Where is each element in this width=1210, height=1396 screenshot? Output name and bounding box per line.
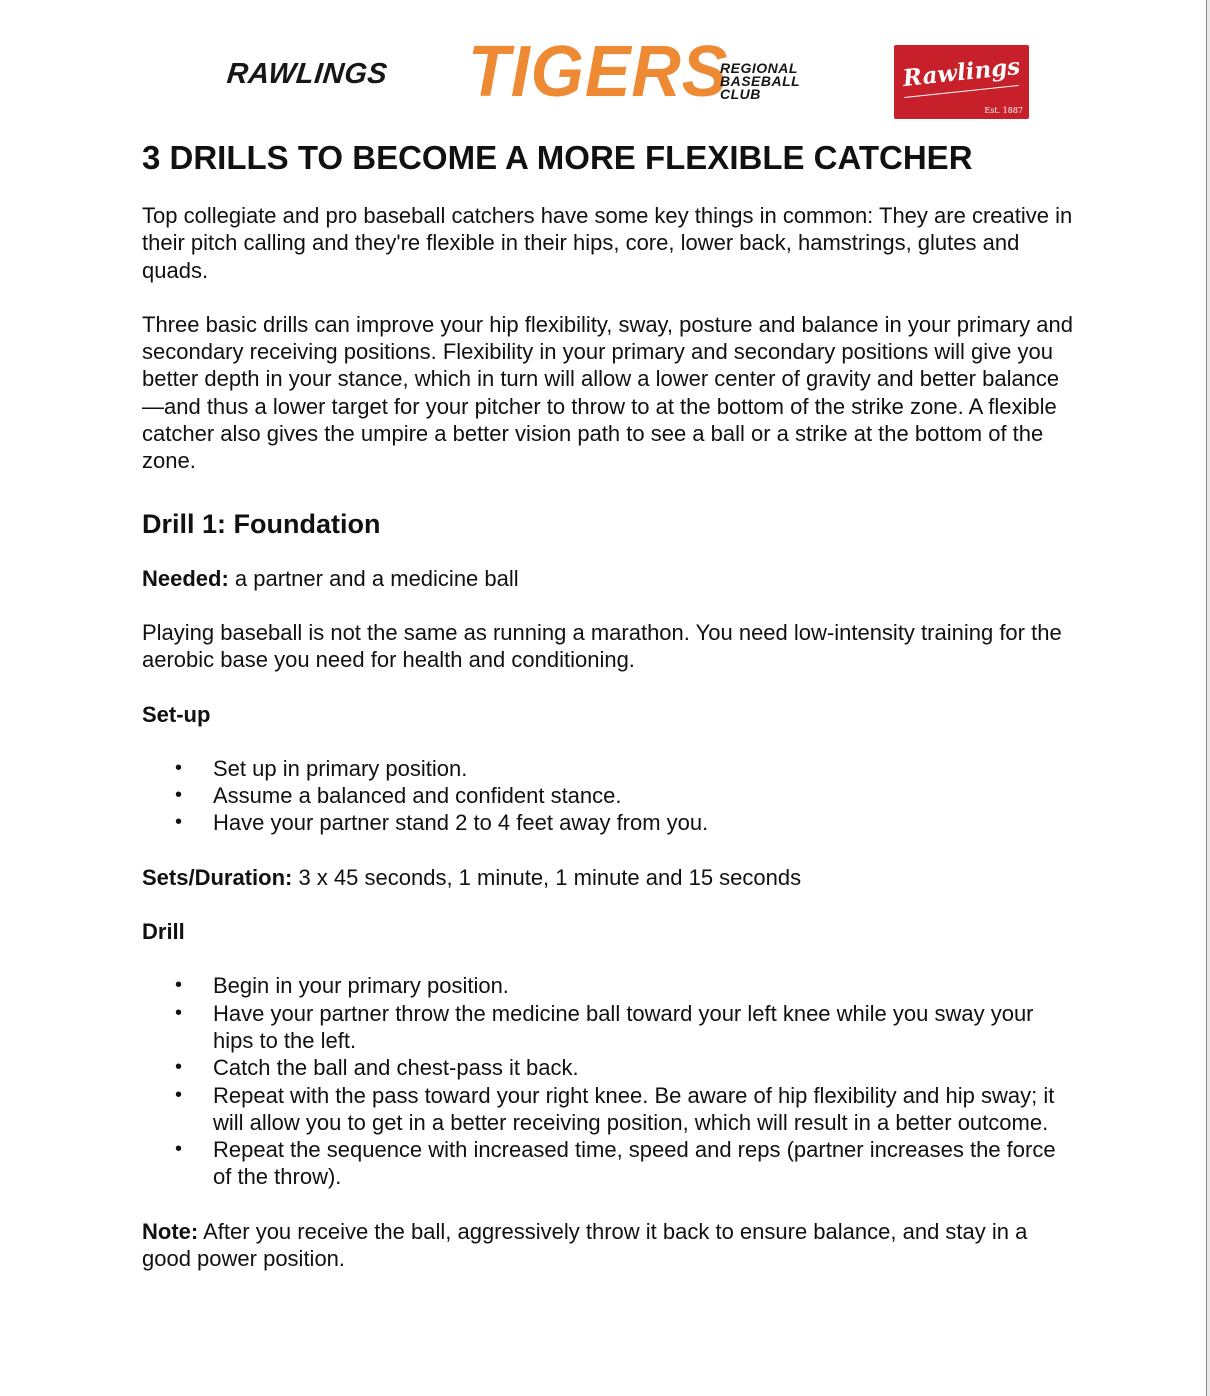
- intro-paragraph-2: Three basic drills can improve your hip flexibility, sway, posture and balance in your primary and secondary receiving positions. Flexibility in your primary and secondary positions will give you better depth in your stance, which in turn will allow a lower center of gravity and better balance—and thus a lower target for your pitcher to throw to at the bottom of the strike zone. A flexible catcher also gives the umpire a better vision path to see a ball or a strike at the bottom of the zone.: [142, 311, 1073, 474]
- rawlings-wordmark: RAWLINGS: [225, 58, 390, 90]
- drill-step: • Repeat with the pass toward your right knee. Be aware of hip flexibility and hip sway; it will allow you to get in a better receiving position, which will result in a better outcome.: [142, 1082, 1077, 1137]
- drill-steps-list: [142, 972, 1077, 1190]
- setup-item: • Set up in primary position.: [142, 755, 1077, 782]
- club-line-1: REGIONAL: [720, 60, 798, 76]
- note-label: Note:: [142, 1218, 199, 1244]
- tigers-wordmark: TIGERS: [468, 32, 729, 112]
- rawlings-script-logo: Rawlings: [901, 52, 1022, 93]
- setup-item: • Assume a balanced and confident stance.: [142, 782, 1077, 809]
- article-title: 3 DRILLS TO BECOME A MORE FLEXIBLE CATCHER: [142, 139, 973, 176]
- drill-1-description: Playing baseball is not the same as running a marathon. You need low-intensity training for the aerobic base you need for health and conditioning.: [142, 619, 1062, 673]
- setup-list: [142, 755, 1077, 837]
- club-line-2: BASEBALL: [720, 73, 801, 89]
- regional-baseball-club-wordmark: [720, 62, 800, 101]
- drill-step: • Have your partner throw the medicine ball toward your left knee while you sway your hips to the left.: [142, 1000, 1077, 1055]
- rawlings-logo-badge: [894, 45, 1029, 119]
- needed-line: [142, 565, 1077, 592]
- drill-step: • Catch the ball and chest-pass it back.: [142, 1054, 1077, 1081]
- setup-item: • Have your partner stand 2 to 4 feet away from you.: [142, 809, 1077, 836]
- needed-text: a partner and a medicine ball: [228, 565, 519, 591]
- needed-label: Needed:: [142, 565, 229, 591]
- note-text: After you receive the ball, aggressively throw it back to ensure balance, and stay in a good power position.: [142, 1218, 1028, 1272]
- sets-duration-line: [142, 864, 1077, 891]
- club-line-3: CLUB: [720, 86, 761, 102]
- document-header: [0, 32, 1210, 126]
- sets-text: 3 x 45 seconds, 1 minute, 1 minute and 15 seconds: [292, 864, 802, 890]
- intro-paragraph-1: Top collegiate and pro baseball catchers have some key things in common: They are creative in their pitch calling and they're flexible in their hips, core, lower back, hamstrings, glutes and quads.: [142, 203, 1073, 283]
- badge-est-text: Est. 1887: [984, 106, 1023, 115]
- drill-1-heading: Drill 1: Foundation: [142, 508, 381, 539]
- drill-steps-heading: Drill: [142, 919, 185, 945]
- setup-heading: Set-up: [142, 701, 211, 727]
- drill-step: • Begin in your primary position.: [142, 972, 1077, 999]
- article-body: [142, 138, 1077, 1272]
- drill-step: • Repeat the sequence with increased time, speed and reps (partner increases the force of the throw).: [142, 1136, 1077, 1191]
- note-line: [142, 1218, 1077, 1273]
- sets-label: Sets/Duration:: [142, 864, 293, 890]
